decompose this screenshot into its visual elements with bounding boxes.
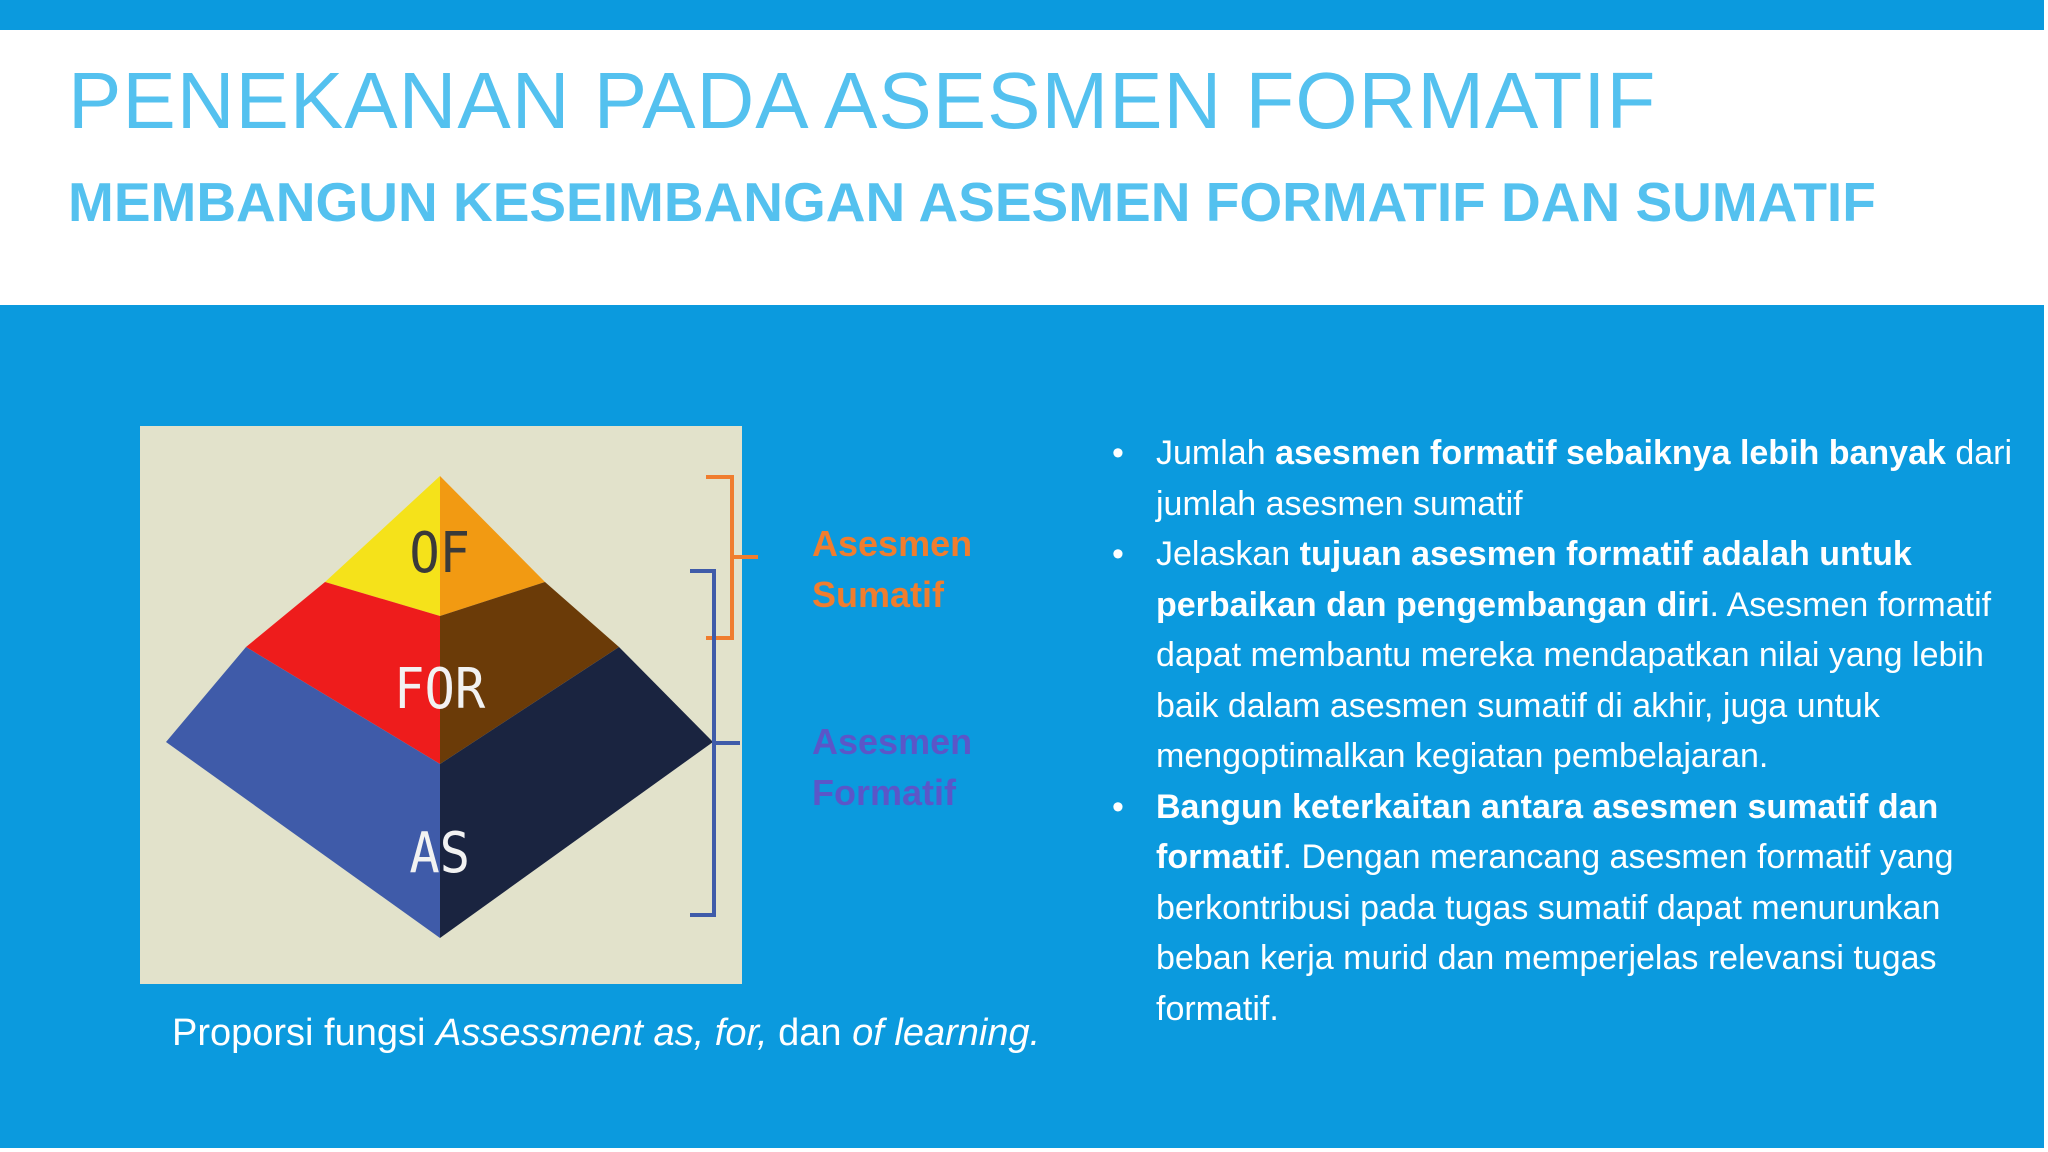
bullet-text: . Dengan merancang asesmen formatif yang berkontribusi pada tugas sumatif dapat menurunkan beban kerja murid dan memperjelas relevansi tugas formatif. — [1156, 838, 1954, 1028]
bullet-item — [1108, 529, 2028, 782]
bullet-text: dari jumlah asesmen sumatif — [1156, 434, 2013, 523]
label-asesmen-sumatif — [812, 518, 972, 620]
label-asesmen-formatif — [812, 716, 972, 818]
right-edge-strip — [2044, 0, 2048, 1152]
bullet-bold-text: asesmen formatif sebaiknya lebih banyak — [1275, 434, 1946, 472]
slide-title: PENEKANAN PADA ASESMEN FORMATIF — [68, 56, 1657, 145]
bullet-item — [1108, 428, 2028, 529]
bullet-bold-text: tujuan asesmen formatif adalah untuk perbaikan dan pengembangan diri — [1156, 535, 1912, 624]
bullet-marker: • — [1112, 787, 1124, 826]
bottom-edge-strip — [0, 1148, 2048, 1152]
label-formatif-line1: Asesmen — [812, 721, 973, 762]
label-sumatif-line2: Sumatif — [812, 574, 945, 615]
bullet-marker: • — [1112, 535, 1124, 573]
caption-text-2: dan — [767, 1012, 853, 1054]
bullet-list — [1108, 428, 2028, 1034]
label-sumatif-line1: Asesmen — [812, 523, 973, 564]
bullet-item — [1108, 782, 2028, 1035]
bullet-text: Jumlah — [1156, 434, 1276, 472]
range-brackets — [690, 460, 780, 920]
pyramid-label-as: AS — [409, 820, 471, 886]
pyramid-label-of: OF — [409, 520, 471, 586]
figure-caption — [172, 1012, 1040, 1055]
bullet-text: Jelaskan — [1156, 535, 1300, 573]
caption-text-1: Proporsi fungsi — [172, 1012, 437, 1054]
caption-italic-1: Assessment as, for, — [436, 1012, 768, 1054]
pyramid-label-for: FOR — [394, 656, 486, 722]
bullet-text: . Asesmen formatif dapat membantu mereka mendapatkan nilai yang lebih baik dalam asesmen sumatif di akhir, juga untuk mengoptimalkan kegiatan pembelajaran. — [1156, 585, 1992, 775]
label-formatif-line2: Formatif — [812, 772, 956, 813]
bullet-bold-text: Bangun keterkaitan antara asesmen sumatif dan formatif — [1156, 787, 1939, 876]
caption-italic-2: of learning. — [852, 1012, 1041, 1054]
bullet-marker: • — [1112, 434, 1124, 472]
pyramid-figure — [140, 426, 742, 984]
pyramid-graphic — [140, 426, 742, 984]
slide-subtitle: MEMBANGUN KESEIMBANGAN ASESMEN FORMATIF DAN SUMATIF — [68, 171, 1876, 233]
